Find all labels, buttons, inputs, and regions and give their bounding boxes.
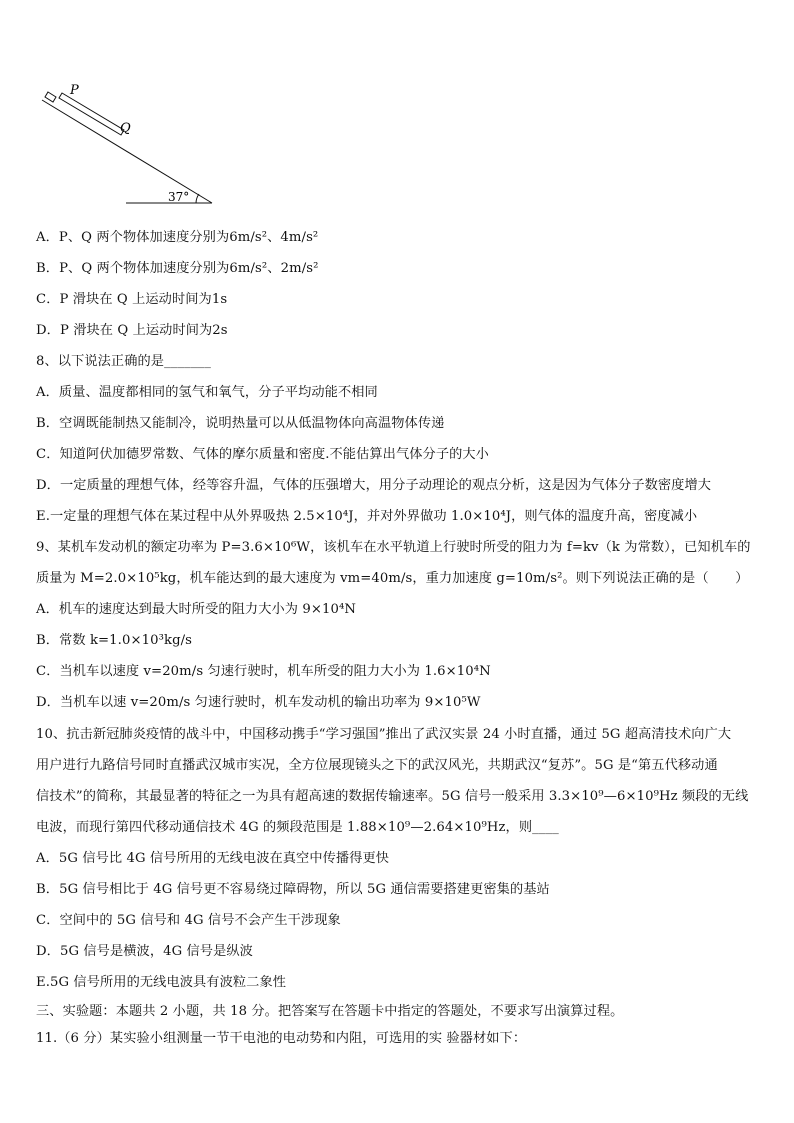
incline-line: [42, 100, 212, 203]
q10-option-b: B．5G 信号相比于 4G 信号更不容易绕过障碍物，所以 5G 通信需要搭建更密集的基站: [36, 882, 550, 897]
angle-arc: [196, 194, 199, 203]
block-q: [59, 93, 124, 135]
q8-option-b: B．空调既能制热又能制冷，说明热量可以从低温物体向高温物体传递: [36, 416, 445, 431]
q10-option-d: D．5G 信号是横波，4G 信号是纵波: [36, 944, 253, 959]
q11-stem: 11.（6 分）某实验小组测量一节干电池的电动势和内阻，可选用的实 验器材如下：: [36, 1031, 527, 1046]
q7-option-b: B．P、Q 两个物体加速度分别为6m/s²、2m/s²: [36, 261, 319, 276]
q9-option-b: B．常数 k=1.0×10³kg/s: [36, 633, 193, 648]
q7-option-d: D．P 滑块在 Q 上运动时间为2s: [36, 323, 228, 338]
angle-label: 37°: [168, 190, 190, 204]
q10-stem-line-1: 10、抗击新冠肺炎疫情的战斗中，中国移动携手“学习强国”推出了武汉实景 24 小时直播，通过 5G 超高清技术向广大: [36, 727, 732, 742]
q9-option-c: C．当机车以速度 v=20m/s 匀速行驶时，机车所受的阻力大小为 1.6×10⁴N: [36, 664, 491, 679]
q8-option-a: A．质量、温度都相同的氢气和氧气，分子平均动能不相同: [36, 385, 378, 400]
label-q: Q: [120, 121, 131, 136]
q10-stem-line-4: 电波，而现行第四代移动通信技术 4G 的频段范围是 1.88×10⁹—2.64×10⁹Hz，则____: [36, 820, 559, 835]
q8-option-e: E.一定量的理想气体在某过程中从外界吸热 2.5×10⁴J，并对外界做功 1.0×10⁴J，则气体的温度升高，密度减小: [36, 509, 698, 524]
q9-stem-line-2: 质量为 M=2.0×10⁵kg，机车能达到的最大速度为 vm=40m/s，重力加速度 g=10m/s²。则下列说法正确的是（ ）: [36, 571, 749, 586]
q9-option-d: D．当机车以速 v=20m/s 匀速行驶时，机车发动机的输出功率为 9×10⁵W: [36, 695, 481, 710]
q8-option-d: D．一定质量的理想气体，经等容升温，气体的压强增大，用分子动理论的观点分析，这是因为气体分子数密度增大: [36, 478, 712, 493]
label-p: P: [70, 84, 79, 98]
q10-stem-line-2: 用户进行九路信号同时直播武汉城市实况，全方位展现镜头之下的武汉风光，共期武汉“复苏”。5G 是“第五代移动通: [36, 758, 718, 773]
q10-option-c: C．空间中的 5G 信号和 4G 信号不会产生干涉现象: [36, 913, 341, 928]
q10-option-e: E.5G 信号所用的无线电波具有波粒二象性: [36, 975, 287, 990]
q9-option-a: A．机车的速度达到最大时所受的阻力大小为 9×10⁴N: [36, 602, 357, 617]
q10-option-a: A．5G 信号比 4G 信号所用的无线电波在真空中传播得更快: [36, 851, 390, 866]
section-3-header: 三、实验题：本题共 2 小题，共 18 分。把答案写在答题卡中指定的答题处，不要求写出演算过程。: [36, 1004, 624, 1019]
incline-diagram: [36, 84, 226, 210]
q10-stem-line-3: 信技术”的简称，其最显著的特征之一为具有超高速的数据传输速率。5G 信号一般采用 3.3×10⁹—6×10⁹Hz 频段的无线: [36, 789, 749, 804]
incline-figure: [36, 84, 226, 210]
q9-stem-line-1: 9、某机车发动机的额定功率为 P=3.6×10⁶W，该机车在水平轨道上行驶时所受的阻力为 f=kv（k 为常数），已知机车的: [36, 540, 751, 555]
q8-stem: 8、以下说法正确的是_______: [36, 354, 211, 369]
q8-option-c: C．知道阿伏加德罗常数、气体的摩尔质量和密度.不能估算出气体分子的大小: [36, 447, 489, 462]
block-p: [45, 92, 56, 102]
q7-option-a: A．P、Q 两个物体加速度分别为6m/s²、4m/s²: [36, 230, 319, 245]
q7-option-c: C．P 滑块在 Q 上运动时间为1s: [36, 292, 228, 307]
